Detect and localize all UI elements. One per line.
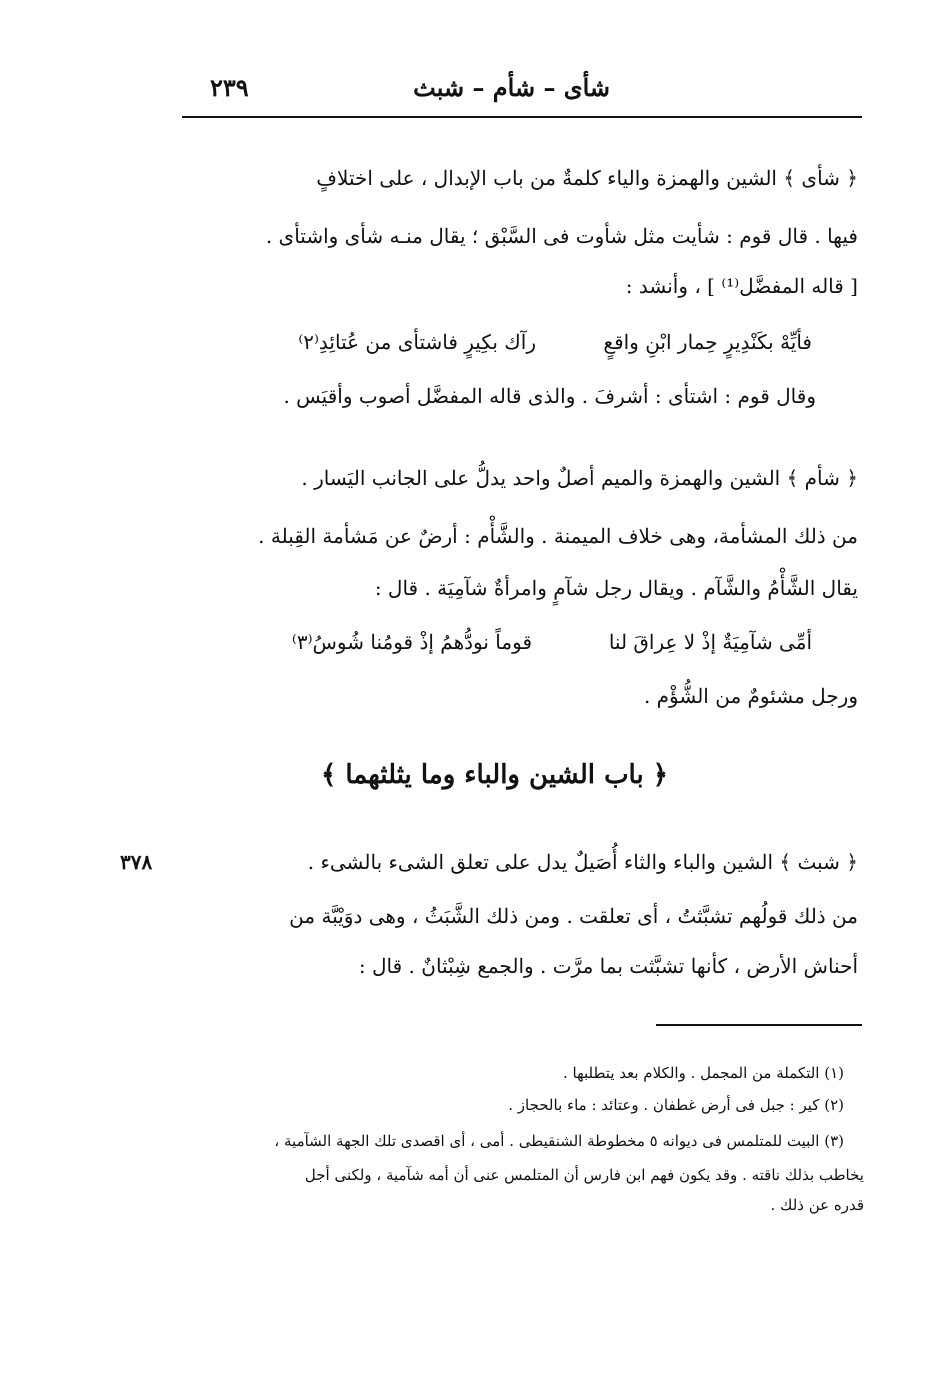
footnote-1: (١) التكملة من المجمل . والكلام بعد يتطلبها .: [562, 1064, 844, 1082]
entry-shaam-line-3: يقال الشَّأْمُ والشَّآم . ويقال رجل شآمٍ وامرأةٌ شآمِيَة . قال :: [374, 576, 858, 600]
entry-shaa-conclusion: وقال قوم : اشتأى : أشرفَ . والذى قاله المفضَّل أصوب وأقيَس .: [283, 384, 816, 408]
verse-1-second-hemistich: رآك بكِيرٍ فاشتأى من عُتائِدِ⁽٢⁾: [298, 330, 536, 354]
entry-shaa-line-3: [ قاله المفضَّل⁽¹⁾ ] ، وأنشد :: [625, 274, 858, 298]
entry-shabath-line-2: من ذلك قولُهم تشبَّثتُ ، أى تعلقت . ومن ذلك الشَّبَثُ ، وهى دوَيْبَّة من: [289, 904, 858, 928]
entry-shaam-conclusion: ورجل مشئومٌ من الشُّؤْم .: [643, 684, 858, 708]
footnote-2: (٢) كير : جبل فى أرض غطفان . وعتائد : ماء بالحجاز .: [508, 1096, 844, 1114]
entry-shaa-line-2: فيها . قال قوم : شأيت مثل شأوت فى السَّبْق ؛ يقال منـه شأى واشتأى .: [265, 224, 858, 248]
entry-shaam-line-2: من ذلك المشأمة، وهى خلاف الميمنة . والشَّأْم : أرضٌ عن مَشأمة القِبلة .: [258, 524, 858, 548]
entry-shabath-line-1: ﴿ شبث ﴾ الشين والباء والثاء أُصَيلٌ يدل على تعلق الشىء بالشىء .: [307, 850, 858, 874]
footnote-3-line-3: قدره عن ذلك .: [770, 1196, 864, 1214]
verse-2-second-hemistich: قوماً نودُّهمُ إذْ قومُنا شُوسُ⁽٣⁾: [291, 630, 532, 654]
footnote-separator: [656, 1024, 862, 1026]
entry-shaa-line-1: ﴿ شأى ﴾ الشين والهمزة والياء كلمةٌ من باب الإبدال ، على اختلافٍ: [316, 166, 858, 190]
section-title: ﴿ باب الشين والباء وما يثلثهما ﴾: [321, 760, 668, 790]
verse-2-first-hemistich: أمِّى شآمِيَةٌ إذْ لا عِراقَ لنا: [608, 630, 812, 654]
page-number: ٢٣٩: [210, 73, 249, 102]
footnote-3-line-2: يخاطب بذلك ناقته . وقد يكون فهم ابن فارس أن المتلمس عنى أن أمه شآمية ، ولكنى أجل: [304, 1166, 864, 1184]
verse-1-first-hemistich: فأيِّهْ بكَنْدِيرٍ حِمار ابْنِ واقعٍ: [603, 330, 812, 354]
header-rule: [182, 116, 862, 118]
entry-shabath-line-3: أحناش الأرض ، كأنها تشبَّثت بما مرَّت . والجمع شِبْثانٌ . قال :: [358, 954, 858, 978]
running-header-title: شأى – شأم – شبث: [413, 73, 610, 102]
footnote-3-line-1: (٣) البيت للمتلمس فى ديوانه ٥ مخطوطة الشنقيطى . أمى ، أى اقصدى تلك الجهة الشآمية ،: [274, 1132, 844, 1150]
entry-number: ٣٧٨: [120, 850, 153, 874]
entry-shaam-line-1: ﴿ شأم ﴾ الشين والهمزة والميم أصلٌ واحد يدلُّ على الجانب اليَسار .: [301, 466, 858, 490]
